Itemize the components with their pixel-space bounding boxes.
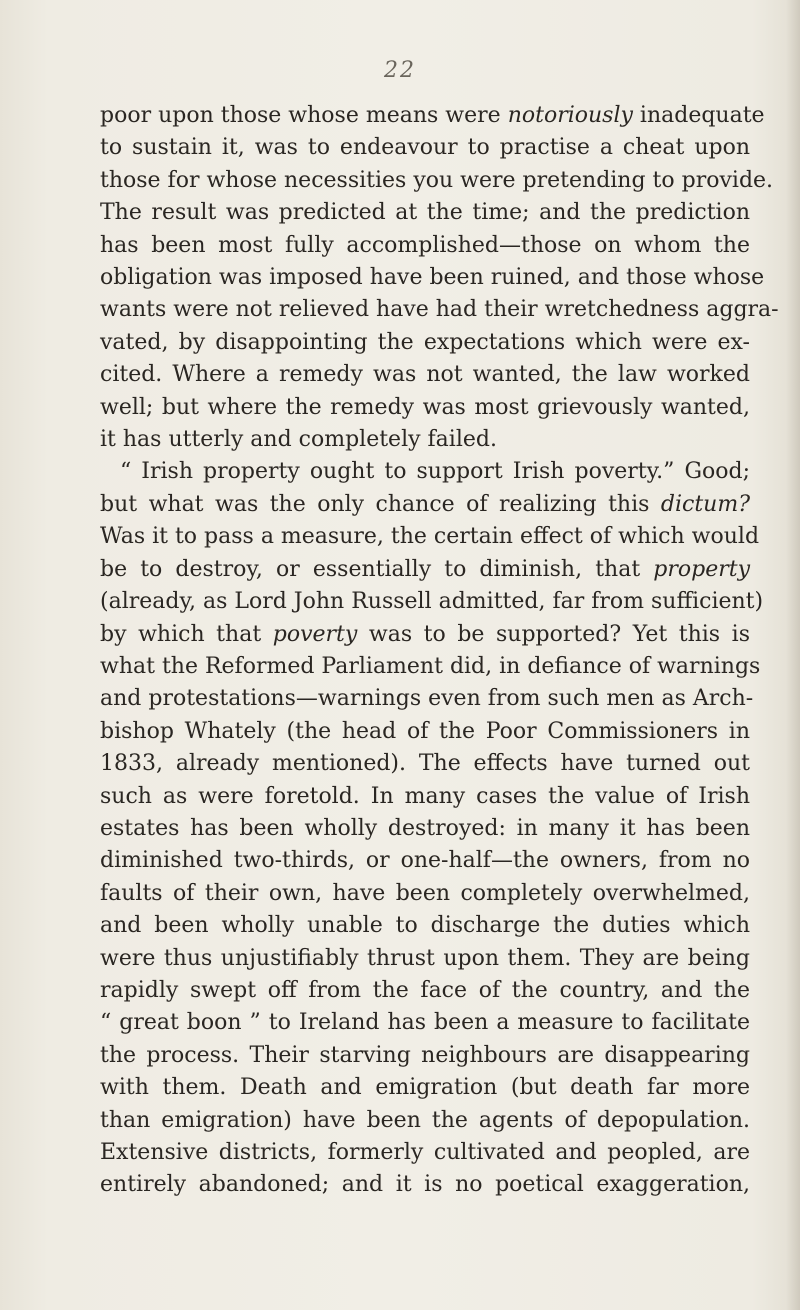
text-line: but what was the only chance of realizing this dictum? — [100, 491, 750, 517]
text-line: such as were foretold. In many cases the value of Irish — [100, 783, 750, 809]
text-line: diminished two-thirds, or one-half—the owners, from no — [100, 848, 750, 874]
text-line: to sustain it, was to endeavour to practise a cheat upon — [100, 135, 750, 161]
text-line: rapidly swept off from the face of the country, and the — [100, 977, 750, 1003]
text-line: Was it to pass a measure, the certain effect of which would — [100, 524, 760, 550]
text-line: “ great boon ” to Ireland has been a measure to facilitate — [100, 1010, 750, 1036]
text-line: estates has been wholly destroyed: in many it has been — [100, 815, 750, 841]
page-number: 22 — [384, 58, 416, 83]
text-line: poor upon those whose means were notoriously inadequate — [100, 103, 765, 128]
text-line: faults of their own, have been completely overwhelmed, — [100, 880, 750, 906]
text-line: those for whose necessities you were pretending to provide. — [100, 167, 774, 193]
text-line: 1833, already mentioned). The effects have turned out — [100, 751, 750, 777]
text-line: has been most fully accomplished—those on whom the — [100, 232, 750, 258]
text-line: obligation was imposed have been ruined, and those whose — [100, 265, 765, 291]
text-line: well; but where the remedy was most grievously wanted, — [100, 394, 750, 420]
text-line: cited. Where a remedy was not wanted, the law worked — [100, 362, 750, 388]
text-line: the process. Their starving neighbours are disappearing — [100, 1042, 750, 1068]
text-line: wants were not relieved have had their wretchedness aggra- — [100, 297, 779, 323]
text-line: Extensive districts, formerly cultivated and peopled, are — [100, 1140, 750, 1165]
text-line: than emigration) have been the agents of depopulation. — [100, 1107, 750, 1133]
text-line: “ Irish property ought to support Irish poverty.” Good; — [120, 459, 750, 485]
text-line: (already, as Lord John Russell admitted, far from sufficient) — [100, 589, 764, 615]
text-line: were thus unjustifiably thrust upon them. They are being — [100, 945, 750, 971]
body-text — [100, 100, 779, 1202]
text-line: bishop Whately (the head of the Poor Commissioners in — [100, 718, 750, 744]
text-line: and been wholly unable to discharge the duties which — [100, 913, 750, 939]
text-line: with them. Death and emigration (but death far more — [100, 1075, 750, 1101]
text-line: entirely abandoned; and it is no poetical exaggeration, — [100, 1172, 750, 1198]
page-edge-shadow — [786, 0, 800, 1310]
text-line: what the Reformed Parliament did, in defiance of warnings — [100, 653, 761, 679]
text-line: and protestations—warnings even from such men as Arch- — [100, 686, 754, 712]
text-line: The result was predicted at the time; and the prediction — [100, 200, 750, 226]
paragraph-end-line: it has utterly and completely failed. — [100, 427, 497, 453]
text-line: vated, by disappointing the expectations which were ex- — [100, 329, 750, 355]
text-line: by which that poverty was to be supported? Yet this is — [100, 621, 751, 647]
text-line: be to destroy, or essentially to diminish, that property — [100, 556, 750, 582]
